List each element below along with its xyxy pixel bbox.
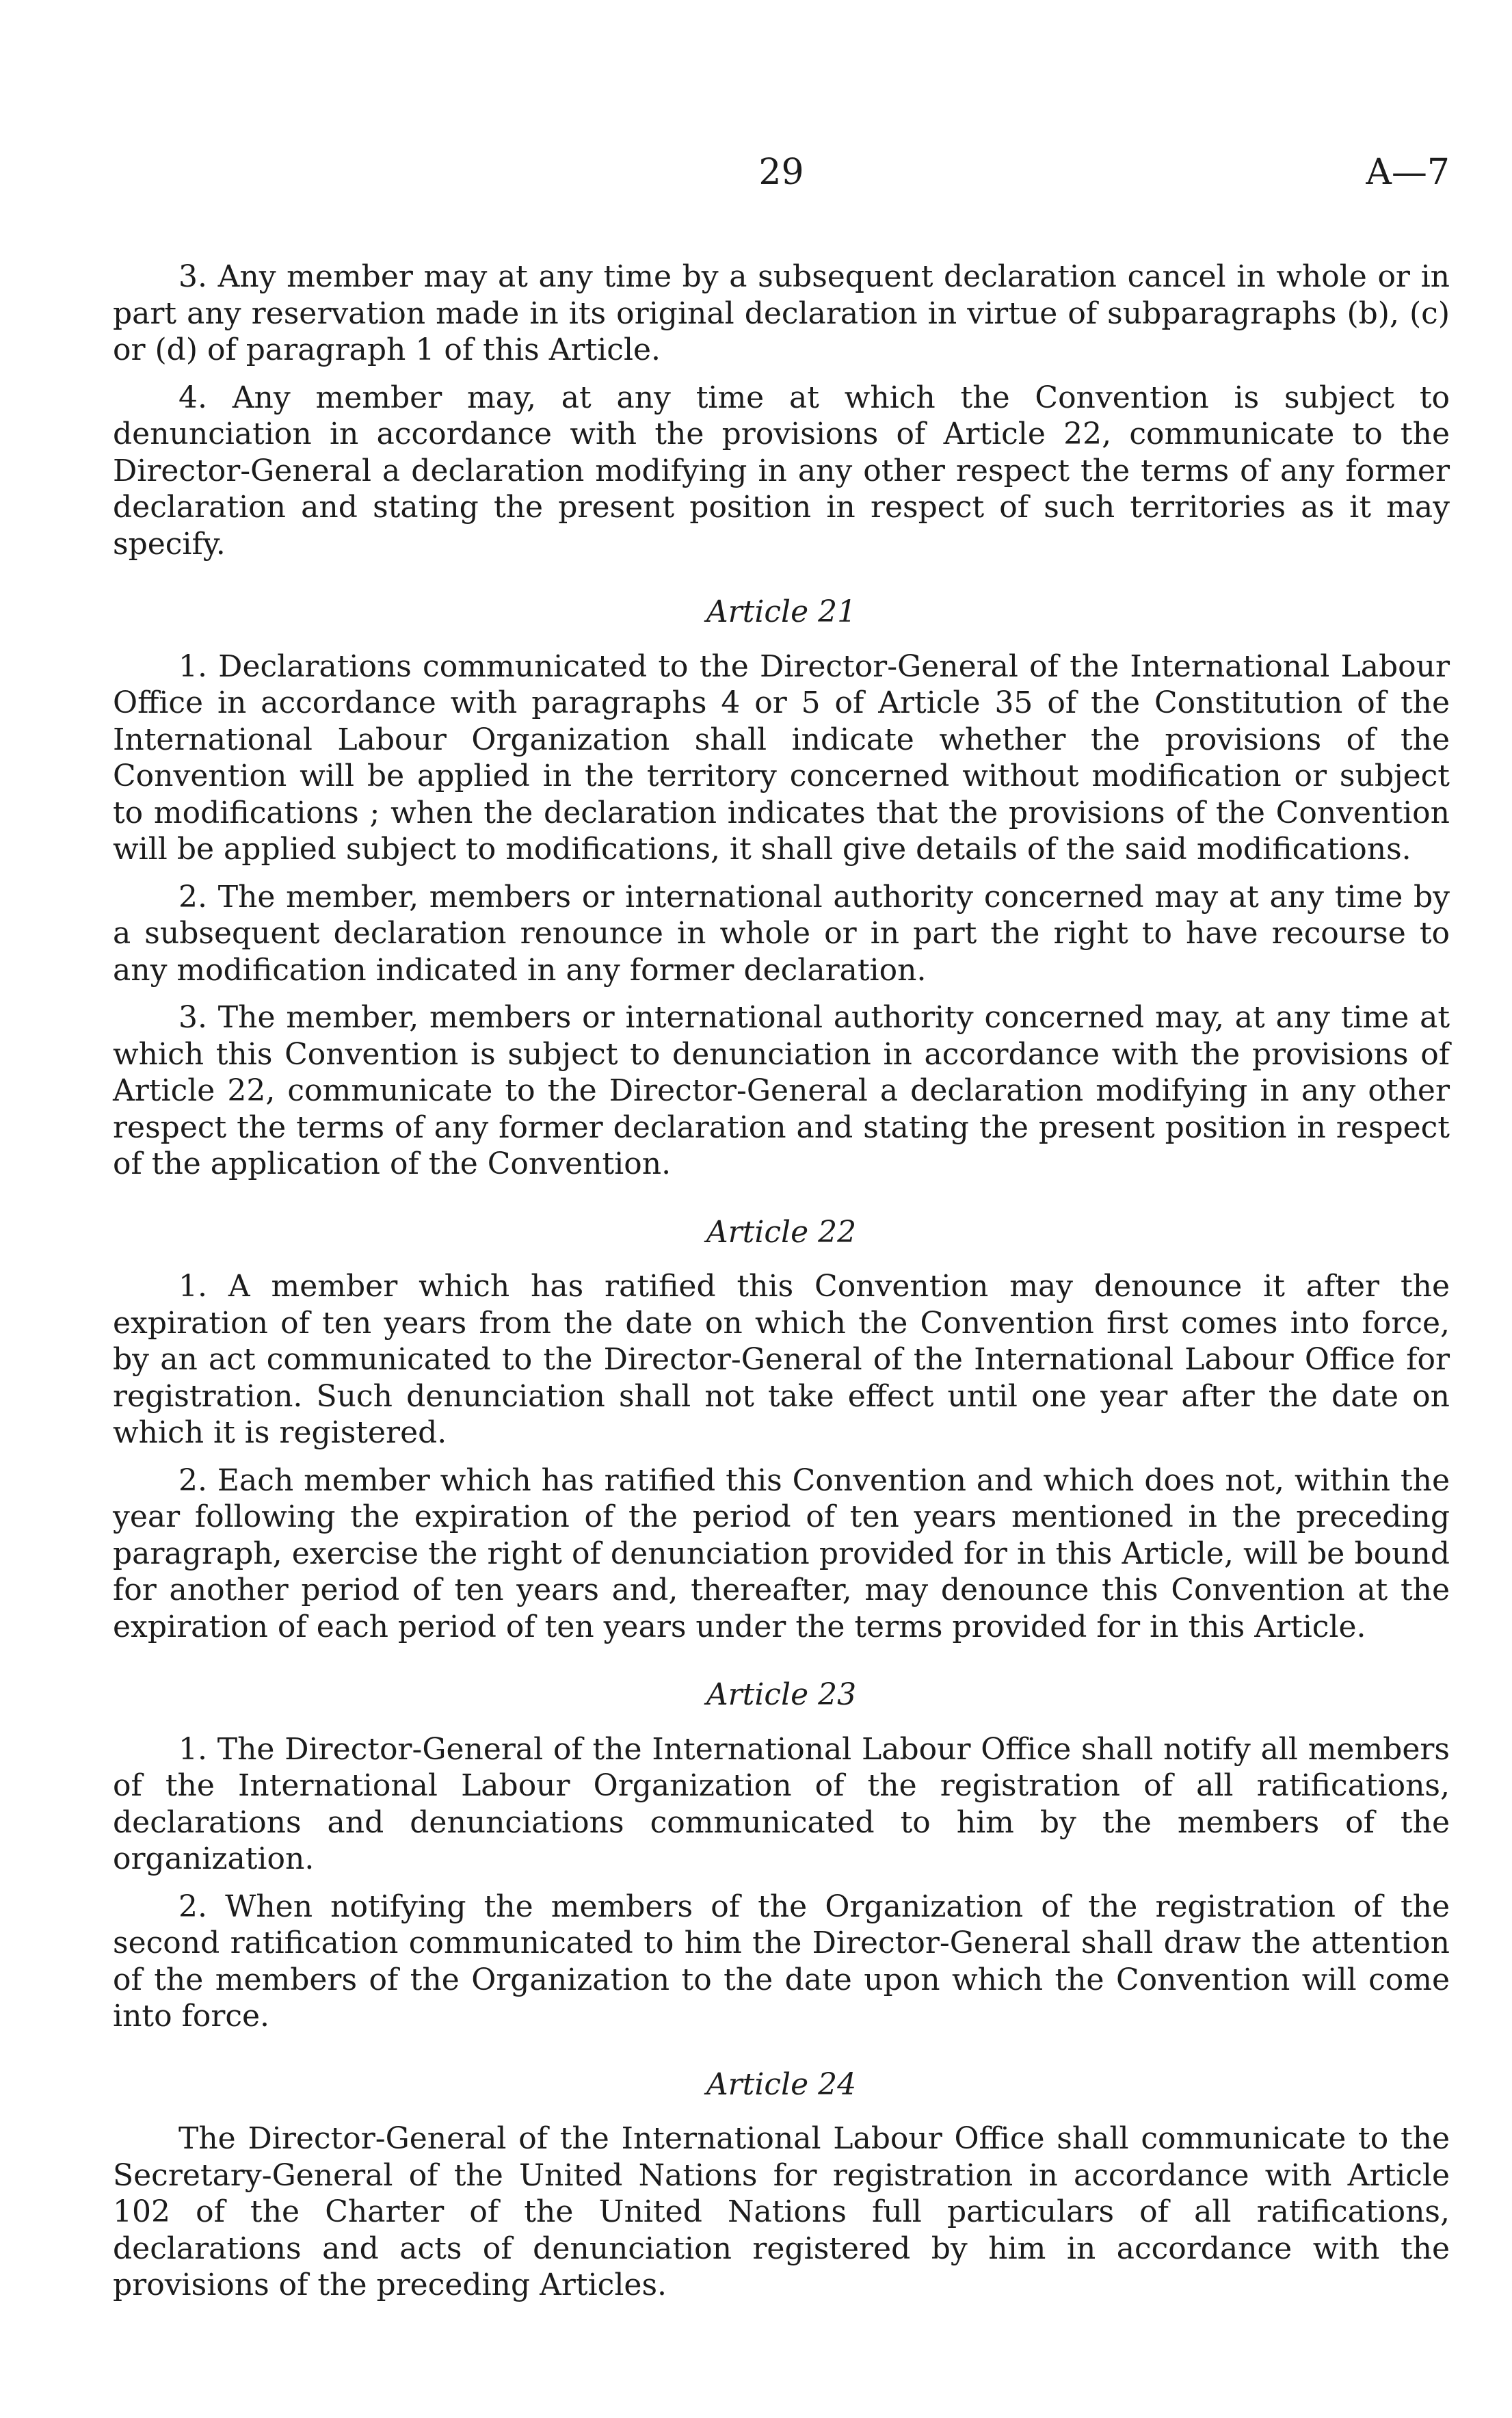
article-20-paragraph-3: 3. Any member may at any time by a subsequent declaration cancel in whole or in part any reservation made in its original declaration in virtue of subparagraphs (b), (c) or (d) of paragraph 1 of this Article. (113, 259, 1450, 367)
article-21-paragraph-1: 1. Declarations communicated to the Director-General of the International Labour Office in accordance with paragraphs 4 or 5 of Article 35 of the Constitution of the International Labour Organization shall indicate whether the provisions of the Convention will be applied in the territory concerned without modification or subject to modifications ; when the declaration indicates that the provisions of the Convention will be applied subject to modifications, it shall give details of the said modifications. (113, 648, 1450, 867)
article-23-heading: Article 23 (706, 1677, 857, 1712)
document-body (113, 259, 1450, 2315)
page-header (113, 152, 1450, 207)
article-21-paragraph-2: 2. The member, members or international authority concerned may at any time by a subsequent declaration renounce in whole or in part the right to have recourse to any modification indicated in any former declaration. (113, 879, 1450, 988)
article-22-paragraph-1: 1. A member which has ratified this Convention may denounce it after the expiration of ten years from the date on which the Convention first comes into force, by an act communicated to the Director-General of the International Labour Office for registration. Such denunciation shall not take effect until one year after the date on which it is registered. (113, 1269, 1450, 1450)
page-number: 29 (758, 152, 804, 193)
article-23-paragraph-2: 2. When notifying the members of the Organization of the registration of the second ratification communicated to him the Director-General shall draw the attention of the members of the Organization to the date upon which the Convention will come into force. (113, 1889, 1450, 2034)
article-23-paragraph-1: 1. The Director-General of the International Labour Office shall notify all members of the International Labour Organization of the registration of all ratifications, declarations and denunciations communicated to him by the members of the organization. (113, 1731, 1450, 1876)
article-20-paragraph-4: 4. Any member may, at any time at which the Convention is subject to denunciation in accordance with the provisions of Article 22, communicate to the Director-General a declaration modifying in any other respect the terms of any former declaration and stating the present position in respect of such territories as it may specify. (113, 380, 1450, 562)
article-24-heading: Article 24 (706, 2066, 857, 2102)
article-21-heading: Article 21 (706, 594, 857, 629)
document-page (113, 0, 1450, 2418)
article-22-paragraph-2: 2. Each member which has ratified this Convention and which does not, within the year following the expiration of the period of ten years mentioned in the preceding paragraph, exercise the right of denunciation provided for in this Article, will be bound for another period of ten years and, thereafter, may denounce this Convention at the expiration of each period of ten years under the terms provided for in this Article. (113, 1462, 1450, 1644)
article-22-heading: Article 22 (706, 1214, 857, 1250)
document-reference: A—7 (1366, 152, 1450, 193)
article-21-paragraph-3: 3. The member, members or international authority concerned may, at any time at which this Convention is subject to denunciation in accordance with the provisions of Article 22, communicate to the Director-General a declaration modifying in any other respect the terms of any former declaration and stating the present position in respect of the application of the Convention. (113, 1000, 1450, 1181)
article-24-paragraph-1: The Director-General of the International Labour Office shall communicate to the Secretary-General of the United Nations for registration in accordance with Article 102 of the Charter of the United Nations full particulars of all ratifications, declarations and acts of denunciation registered by him in accordance with the provisions of the preceding Articles. (113, 2121, 1450, 2302)
